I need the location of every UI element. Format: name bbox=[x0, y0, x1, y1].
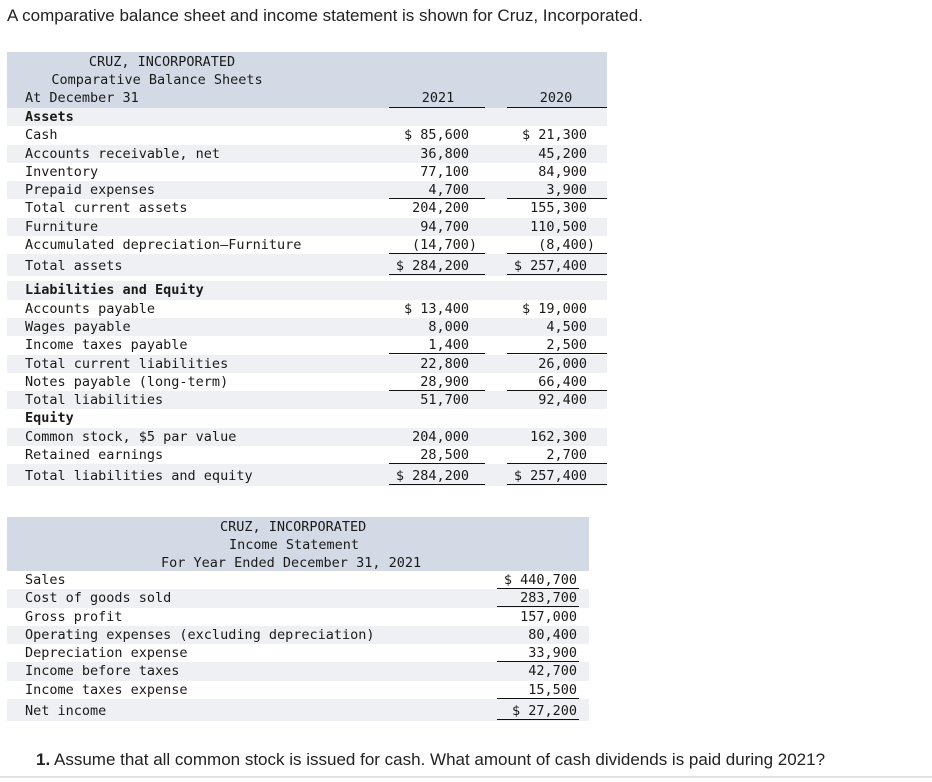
table-row bbox=[7, 662, 589, 680]
income-statement-title: Income Statement bbox=[229, 537, 360, 553]
value-2021: 1,400 bbox=[428, 337, 469, 354]
value-2020: $ 257,400 bbox=[513, 468, 587, 485]
balance-sheet-title: Comparative Balance Sheets bbox=[51, 72, 263, 88]
value-2020: 110,500 bbox=[530, 218, 587, 235]
value-2021: 22,800 bbox=[420, 355, 469, 372]
table-row bbox=[7, 391, 607, 409]
row-label: Retained earnings bbox=[25, 447, 164, 464]
row-label: Inventory bbox=[25, 163, 99, 180]
value-2021: 77,100 bbox=[420, 163, 469, 180]
row-value: 80,400 bbox=[528, 626, 577, 643]
value-2021: 204,000 bbox=[412, 428, 469, 445]
value-2020: 2,700 bbox=[546, 447, 587, 464]
row-label: Accounts payable bbox=[25, 300, 156, 317]
row-label: Wages payable bbox=[25, 318, 131, 335]
income-statement-company: CRUZ, INCORPORATED bbox=[220, 519, 367, 535]
value-2021: 51,700 bbox=[420, 392, 469, 409]
row-label: Total current liabilities bbox=[25, 355, 229, 372]
value-2020: 4,500 bbox=[546, 318, 587, 335]
row-label: Total liabilities and equity bbox=[25, 468, 253, 485]
value-2020: 3,900 bbox=[546, 182, 587, 199]
table-row bbox=[7, 626, 589, 644]
row-value: $ 27,200 bbox=[511, 703, 577, 720]
row-label: Total current assets bbox=[25, 200, 188, 217]
table-row bbox=[7, 589, 589, 607]
value-2021: $ 85,600 bbox=[403, 127, 469, 144]
section-heading: Equity bbox=[25, 410, 74, 427]
table-row bbox=[7, 126, 607, 144]
table-row bbox=[7, 218, 607, 236]
value-2020: (8,400) bbox=[538, 237, 595, 254]
row-value: 33,900 bbox=[528, 645, 577, 662]
row-label: Gross profit bbox=[25, 608, 123, 625]
balance-sheet-company: CRUZ, INCORPORATED bbox=[88, 54, 236, 70]
income-statement-period: For Year Ended December 31, 2021 bbox=[161, 555, 422, 571]
value-2020: $ 21,300 bbox=[521, 127, 587, 144]
section-heading: Assets bbox=[25, 109, 74, 125]
row-label: Total liabilities bbox=[25, 392, 164, 409]
balance-sheet-table bbox=[7, 52, 607, 486]
value-2020: 26,000 bbox=[538, 355, 587, 372]
value-2021: $ 13,400 bbox=[403, 300, 469, 317]
table-row bbox=[7, 409, 607, 427]
table-row bbox=[7, 163, 607, 181]
value-2021: (14,700) bbox=[411, 237, 477, 254]
row-label: Operating expenses (excluding depreciation) bbox=[25, 626, 375, 643]
table-row bbox=[7, 608, 589, 626]
section-heading: Liabilities and Equity bbox=[25, 282, 204, 299]
question-number: 1. bbox=[36, 750, 51, 769]
income-statement-table bbox=[7, 517, 589, 721]
bottom-divider bbox=[0, 776, 932, 778]
value-2021: $ 284,200 bbox=[395, 258, 469, 275]
value-2021: $ 284,200 bbox=[395, 468, 469, 485]
double-underline bbox=[497, 719, 579, 720]
balance-sheet-column-label: At December 31 bbox=[25, 90, 139, 106]
value-2020: $ 257,400 bbox=[513, 258, 587, 275]
value-2020: 155,300 bbox=[530, 200, 587, 217]
value-2021: 204,200 bbox=[412, 200, 469, 217]
table-row bbox=[7, 336, 607, 354]
row-value: 15,500 bbox=[528, 681, 577, 698]
value-2020: 84,900 bbox=[538, 163, 587, 180]
table-row bbox=[7, 199, 607, 217]
table-row bbox=[7, 571, 589, 589]
row-label: Total assets bbox=[25, 258, 123, 275]
value-2020: 45,200 bbox=[538, 145, 587, 162]
balance-sheet-header bbox=[7, 52, 607, 108]
table-row bbox=[7, 108, 607, 126]
row-value: 157,000 bbox=[520, 608, 577, 625]
double-underline bbox=[389, 274, 485, 275]
row-value: 42,700 bbox=[528, 663, 577, 680]
value-2020: 162,300 bbox=[530, 428, 587, 445]
row-label: Income taxes expense bbox=[25, 681, 188, 698]
table-row bbox=[7, 681, 589, 699]
year-2021-header: 2021 bbox=[421, 90, 455, 106]
row-label: Cost of goods sold bbox=[25, 590, 172, 607]
row-label: Income taxes payable bbox=[25, 337, 188, 354]
value-2020: 2,500 bbox=[546, 337, 587, 354]
table-row bbox=[7, 464, 607, 486]
table-row bbox=[7, 181, 607, 199]
table-row bbox=[7, 300, 607, 318]
table-row bbox=[7, 236, 607, 254]
value-2021: 36,800 bbox=[420, 145, 469, 162]
table-row bbox=[7, 355, 607, 373]
income-statement-header bbox=[7, 517, 589, 571]
row-label: Accounts receivable, net bbox=[25, 145, 221, 162]
double-underline bbox=[389, 484, 485, 485]
row-label: Income before taxes bbox=[25, 663, 180, 680]
row-label: Sales bbox=[25, 572, 66, 588]
question-text bbox=[36, 750, 825, 770]
row-label: Furniture bbox=[25, 218, 99, 235]
row-label: Cash bbox=[25, 127, 58, 144]
value-2020: $ 19,000 bbox=[521, 300, 587, 317]
value-2021: 4,700 bbox=[428, 182, 469, 199]
row-label: Depreciation expense bbox=[25, 645, 188, 662]
row-label: Common stock, $5 par value bbox=[25, 428, 237, 445]
value-2020: 92,400 bbox=[538, 392, 587, 409]
table-row bbox=[7, 254, 607, 276]
table-row bbox=[7, 373, 607, 391]
row-value: 283,700 bbox=[520, 590, 577, 607]
value-2021: 8,000 bbox=[428, 318, 469, 335]
table-row bbox=[7, 644, 589, 662]
table-row bbox=[7, 145, 607, 163]
row-label: Notes payable (long-term) bbox=[25, 373, 229, 390]
question-body: Assume that all common stock is issued for cash. What amount of cash dividends is paid during 2021? bbox=[53, 750, 826, 769]
intro-text: A comparative balance sheet and income statement is shown for Cruz, Incorporated. bbox=[7, 6, 643, 25]
table-row bbox=[7, 281, 607, 299]
table-row bbox=[7, 428, 607, 446]
double-underline bbox=[507, 484, 607, 485]
value-2021: 94,700 bbox=[420, 218, 469, 235]
value-2021: 28,900 bbox=[420, 373, 469, 390]
row-label: Prepaid expenses bbox=[25, 182, 156, 199]
year-2020-header: 2020 bbox=[539, 90, 573, 106]
value-2021: 28,500 bbox=[420, 447, 469, 464]
double-underline bbox=[507, 274, 607, 275]
row-label: Accumulated depreciation—Furniture bbox=[25, 237, 302, 254]
table-row bbox=[7, 446, 607, 464]
row-value: $ 440,700 bbox=[503, 572, 577, 588]
value-2020: 66,400 bbox=[538, 373, 587, 390]
table-row bbox=[7, 318, 607, 336]
table-row bbox=[7, 699, 589, 721]
row-label: Net income bbox=[25, 703, 107, 720]
